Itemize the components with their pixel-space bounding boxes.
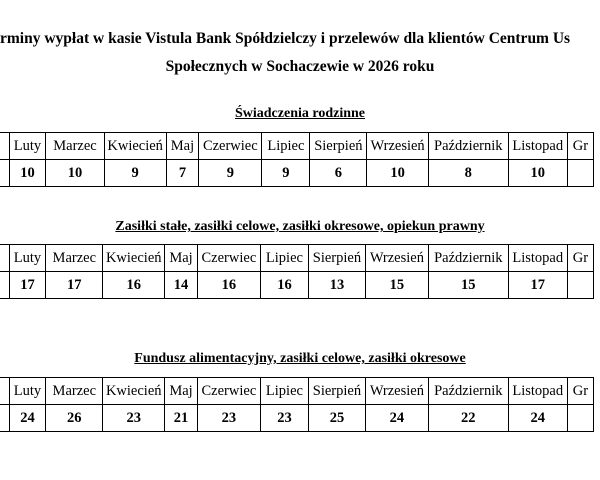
- day-cell: 8: [428, 160, 508, 187]
- month-cell: Sierpień: [308, 378, 365, 405]
- month-cell: Wrzesień: [367, 133, 428, 160]
- month-cell: Czerwiec: [197, 378, 260, 405]
- month-cell: Październik: [428, 245, 508, 272]
- day-cell: 10: [367, 160, 428, 187]
- day-cell: 17: [46, 272, 103, 299]
- document-title-line2: [0, 58, 600, 76]
- month-cell: Czerwiec: [199, 133, 262, 160]
- schedule-table-fundusz-alimentacyjny: [0, 377, 594, 432]
- day-cell: 13: [308, 272, 365, 299]
- day-cell: 25: [308, 405, 365, 432]
- schedule-table-swiadczenia: [0, 132, 594, 187]
- month-cell: Sierpień: [308, 245, 365, 272]
- months-row: [0, 245, 594, 272]
- month-cell: Listopad: [508, 245, 567, 272]
- day-cell: 15: [428, 272, 508, 299]
- title-line2-text: Społecznych w Sochaczewie w 2026 roku: [165, 58, 435, 75]
- day-cell: 17: [508, 272, 567, 299]
- month-cell: Luty: [9, 245, 46, 272]
- month-cell: Gr: [567, 378, 593, 405]
- month-cell: Listopad: [508, 133, 567, 160]
- months-row: [0, 378, 594, 405]
- month-cell: [0, 378, 9, 405]
- month-cell: Marzec: [46, 133, 104, 160]
- month-cell: [0, 245, 9, 272]
- day-cell: 9: [104, 160, 166, 187]
- month-cell: Maj: [165, 378, 198, 405]
- month-cell: Wrzesień: [365, 378, 428, 405]
- day-cell: [0, 405, 9, 432]
- day-cell: [567, 272, 593, 299]
- month-cell: Czerwiec: [197, 245, 260, 272]
- section-heading-fundusz-alimentacyjny: Fundusz alimentacyjny, zasiłki celowe, zasiłki okresowe: [134, 351, 466, 366]
- month-cell: Październik: [428, 378, 508, 405]
- title-line1-text: rminy wypłat w kasie Vistula Bank Spółdzielczy i przelewów dla klientów Centrum Us: [0, 30, 571, 47]
- day-cell: 16: [260, 272, 308, 299]
- day-cell: 24: [9, 405, 46, 432]
- day-cell: [567, 160, 593, 187]
- day-cell: [0, 160, 9, 187]
- month-cell: Maj: [166, 133, 199, 160]
- days-row: [0, 405, 594, 432]
- day-cell: 9: [199, 160, 262, 187]
- section-heading-swiadczenia: Świadczenia rodzinne: [234, 106, 366, 121]
- month-cell: Gr: [567, 133, 593, 160]
- month-cell: Kwiecień: [103, 378, 165, 405]
- day-cell: 7: [166, 160, 199, 187]
- month-cell: Maj: [165, 245, 198, 272]
- day-cell: 10: [46, 160, 104, 187]
- schedule-table-zasilki-stale: [0, 244, 594, 299]
- day-cell: 17: [9, 272, 46, 299]
- day-cell: 15: [365, 272, 428, 299]
- day-cell: 16: [103, 272, 165, 299]
- month-cell: Kwiecień: [103, 245, 165, 272]
- day-cell: 14: [165, 272, 198, 299]
- day-cell: 9: [262, 160, 310, 187]
- month-cell: Wrzesień: [365, 245, 428, 272]
- month-cell: [0, 133, 9, 160]
- month-cell: Gr: [567, 245, 593, 272]
- day-cell: [567, 405, 593, 432]
- month-cell: Luty: [9, 378, 46, 405]
- day-cell: [0, 272, 9, 299]
- day-cell: 24: [508, 405, 567, 432]
- day-cell: 10: [508, 160, 567, 187]
- month-cell: Luty: [9, 133, 46, 160]
- day-cell: 10: [9, 160, 46, 187]
- section-heading-zasilki-stale: Zasiłki stałe, zasiłki celowe, zasiłki okresowe, opiekun prawny: [115, 219, 485, 234]
- days-row: [0, 160, 594, 187]
- month-cell: Marzec: [46, 245, 103, 272]
- month-cell: Lipiec: [260, 378, 308, 405]
- months-row: [0, 133, 594, 160]
- day-cell: 22: [428, 405, 508, 432]
- month-cell: Listopad: [508, 378, 567, 405]
- day-cell: 21: [165, 405, 198, 432]
- day-cell: 23: [103, 405, 165, 432]
- day-cell: 23: [260, 405, 308, 432]
- day-cell: 26: [46, 405, 103, 432]
- day-cell: 23: [197, 405, 260, 432]
- days-row: [0, 272, 594, 299]
- month-cell: Październik: [428, 133, 508, 160]
- month-cell: Lipiec: [260, 245, 308, 272]
- day-cell: 24: [365, 405, 428, 432]
- month-cell: Sierpień: [310, 133, 367, 160]
- day-cell: 16: [197, 272, 260, 299]
- month-cell: Kwiecień: [104, 133, 166, 160]
- month-cell: Lipiec: [262, 133, 310, 160]
- month-cell: Marzec: [46, 378, 103, 405]
- day-cell: 6: [310, 160, 367, 187]
